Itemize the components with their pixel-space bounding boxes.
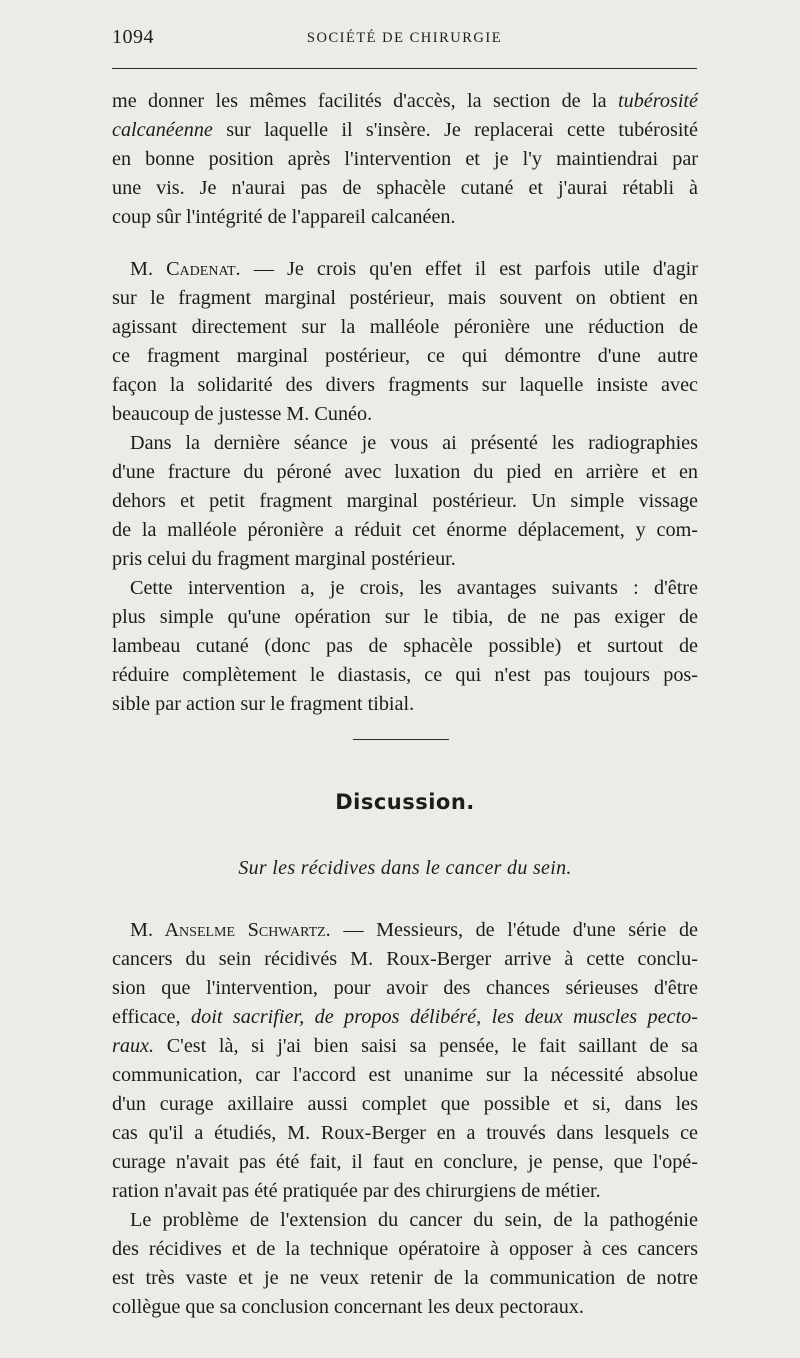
cadenat-remarks — [112, 255, 698, 719]
page-header — [112, 26, 697, 54]
running-head: SOCIÉTÉ DE CHIRURGIE — [306, 30, 503, 46]
text-line: ration n'avait pas été pratiquée par des chirurgiens de métier. — [112, 1180, 601, 1202]
section-subtitle: Sur les récidives dans le cancer du sein. — [238, 857, 572, 879]
text-line: cancers du sein récidivés M. Roux-Berger arrive à cette conclu- — [112, 948, 698, 970]
text-span: — Je crois qu'en effet il est parfois utile d'agir — [240, 258, 698, 280]
text-line — [112, 916, 698, 945]
italic-term: calcanéenne — [112, 119, 213, 141]
text-line: façon la solidarité des divers fragments sur laquelle insiste avec — [112, 374, 698, 396]
text-line: réduire complètement le diastasis, ce qui n'est pas toujours pos- — [112, 664, 698, 686]
text-line: est très vaste et je ne veux retenir de la communication de notre — [112, 1267, 698, 1289]
italic-term: tubérosité — [618, 90, 698, 112]
header-rule — [112, 68, 697, 69]
paragraph-continuation — [112, 87, 698, 232]
text-line — [112, 87, 698, 116]
text-line: lambeau cutané (donc pas de sphacèle possible) et surtout de — [112, 635, 698, 657]
text-span: efficace, — [112, 1006, 192, 1028]
text-line: d'un curage axillaire aussi complet que possible et si, dans les — [112, 1093, 698, 1115]
italic-phrase: doit sacrifier, de propos délibéré, les deux muscles pecto- — [191, 1006, 698, 1028]
text-line: une vis. Je n'aurai pas de sphacèle cutané et j'aurai rétabli à — [112, 177, 698, 199]
text-line: pris celui du fragment marginal postérieur. — [112, 548, 456, 570]
schwartz-remarks — [112, 916, 698, 1322]
text-span: sur laquelle il s'insère. Je replacerai cette tubérosité — [212, 119, 698, 141]
text-span: — Messieurs, de l'étude d'une série de — [330, 919, 698, 941]
text-line — [112, 116, 698, 145]
text-line: sible par action sur le fragment tibial. — [112, 693, 415, 715]
text-span: C'est là, si j'ai bien saisi sa pensée, le fait saillant de sa — [154, 1035, 698, 1057]
text-line — [112, 255, 698, 284]
text-line: communication, car l'accord est unanime sur la nécessité absolue — [112, 1064, 698, 1086]
speaker-name: M. Cadenat. — [130, 258, 241, 280]
text-line — [112, 1032, 698, 1061]
page-number: 1094 — [112, 26, 154, 48]
text-line: ce fragment marginal postérieur, ce qui démontre d'une autre — [112, 345, 698, 367]
text-line: cas qu'il a étudiés, M. Roux-Berger en a trouvés dans lesquels ce — [112, 1122, 698, 1144]
text-line: d'une fracture du péroné avec luxation du pied en arrière et en — [112, 461, 698, 483]
speaker-name: M. Anselme Schwartz. — [130, 919, 331, 941]
text-line — [112, 1003, 698, 1032]
text-line: de la malléole péronière a réduit cet énorme déplacement, y com- — [112, 519, 698, 541]
text-line: beaucoup de justesse M. Cunéo. — [112, 403, 373, 425]
italic-phrase: raux. — [112, 1035, 155, 1057]
text-line: Cette intervention a, je crois, les avantages suivants : d'être — [130, 577, 698, 599]
text-line: dehors et petit fragment marginal postérieur. Un simple vissage — [112, 490, 698, 512]
text-line: collègue que sa conclusion concernant les deux pectoraux. — [112, 1296, 584, 1318]
section-separator-rule — [353, 739, 449, 740]
text-line: en bonne position après l'intervention et je l'y maintiendrai par — [112, 148, 698, 170]
text-line: curage n'avait pas été fait, il faut en conclure, je pense, que l'opé- — [112, 1151, 698, 1173]
text-line: Le problème de l'extension du cancer du sein, de la pathogénie — [130, 1209, 698, 1231]
text-line: coup sûr l'intégrité de l'appareil calcanéen. — [112, 206, 456, 228]
text-line: des récidives et de la technique opératoire à opposer à ces cancers — [112, 1238, 698, 1260]
text-line: sur le fragment marginal postérieur, mais souvent on obtient en — [112, 287, 698, 309]
text-line: agissant directement sur la malléole péronière une réduction de — [112, 316, 698, 338]
text-line: sion que l'intervention, pour avoir des chances sérieuses d'être — [112, 977, 698, 999]
section-title: Discussion. — [335, 790, 475, 814]
text-span: me donner les mêmes facilités d'accès, la section de la — [112, 90, 618, 112]
text-line: Dans la dernière séance je vous ai présenté les radiographies — [130, 432, 698, 454]
text-line: plus simple qu'une opération sur le tibia, de ne pas exiger de — [112, 606, 698, 628]
